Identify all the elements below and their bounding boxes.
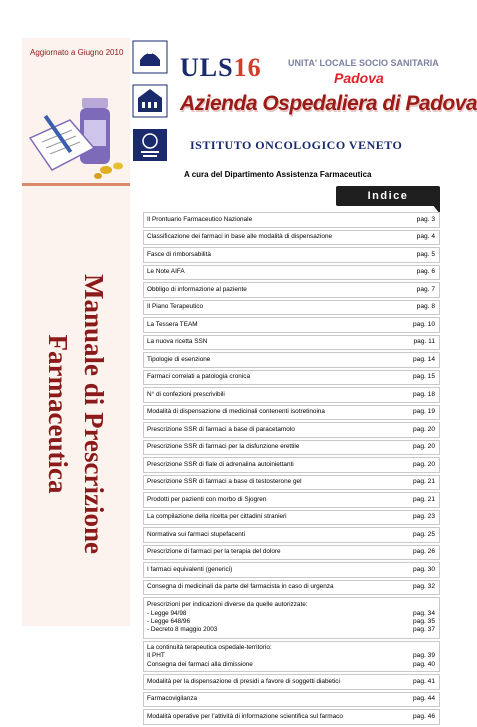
- toc-entry-page-line: pag. 7: [416, 285, 435, 293]
- toc-entry: [143, 405, 440, 421]
- toc-entry-title-line: Il PHT: [147, 652, 165, 660]
- toc-entry-page: [407, 583, 435, 591]
- document-title-line-2: Farmaceutica: [43, 334, 73, 494]
- toc-entry-page: [407, 268, 435, 276]
- toc-entry: [143, 387, 440, 403]
- toc-entry-title-line: Classificazione dei farmaci in base alle modalità di dispensazione: [147, 233, 333, 241]
- toc-entry: [143, 300, 440, 316]
- hospital-emblem-icon: [132, 84, 168, 118]
- toc-entry-page: [407, 251, 435, 259]
- toc-entry-page: [407, 426, 435, 434]
- toc-entry-page: [407, 496, 435, 504]
- toc-entry-title: [147, 356, 407, 364]
- toc-entry-title-line: La continuità terapeutica ospedale-territorio:: [147, 643, 272, 651]
- toc-entry: [143, 230, 440, 246]
- toc-entry-page: [407, 513, 435, 521]
- toc-entry: [143, 212, 440, 228]
- toc-entry-page: [407, 644, 435, 669]
- toc-entry-title: [147, 286, 407, 294]
- toc-entry-page-line: pag. 14: [413, 355, 435, 363]
- toc-entry-page: [407, 233, 435, 241]
- toc-entry-title-line: Obbligo di informazione al paziente: [147, 285, 247, 293]
- curated-by: A cura del Dipartimento Assistenza Farmaceutica: [184, 170, 372, 179]
- toc-entry-title-line: Prescrizione SSR di farmaci a base di paracetamolo: [147, 425, 295, 433]
- sidebar-divider: [22, 183, 130, 186]
- toc-entry-page: [407, 548, 435, 556]
- toc-entry-title-line: Consegna di medicinali da parte del farmacista in caso di urgenza: [147, 583, 334, 591]
- toc-entry-title: [147, 678, 407, 686]
- toc-entry-page-line: pag. 40: [413, 660, 435, 668]
- hospital-name: Azienda Ospedaliera di Padova: [180, 92, 477, 115]
- toc-entry-page-line: pag. 20: [413, 425, 435, 433]
- toc-entry-title-line: La Tessera TEAM: [147, 320, 198, 328]
- toc-entry-page: [407, 713, 435, 721]
- toc-entry-title-line: Farmaci correlati a patologia cronica: [147, 373, 251, 381]
- toc-entry-page-line: pag. 3: [416, 215, 435, 223]
- toc-entry-page-line: pag. 11: [413, 338, 435, 346]
- toc-entry-title: [147, 496, 407, 504]
- toc-entry-page: [407, 338, 435, 346]
- toc-entry-page-line: [407, 644, 435, 652]
- toc-entry-title: [147, 408, 407, 416]
- toc-entry-title-line: Farmacovigilanza: [147, 695, 198, 703]
- toc-entry-title: [147, 373, 407, 381]
- toc-entry: [143, 247, 440, 263]
- toc-entry-title-line: Consegna dei farmaci alla dimissione: [147, 660, 253, 668]
- toc-entry-title: [147, 531, 407, 539]
- toc-entry-title: [147, 233, 407, 241]
- toc-entry-title: [147, 566, 407, 574]
- uls-logo-number: 16: [233, 53, 262, 82]
- toc-entry-title-line: Prescrizione SSR di fiale di adrenalina autoiniettanti: [147, 460, 294, 468]
- toc-entry-title: [147, 601, 407, 635]
- toc-entry-title: [147, 338, 407, 346]
- toc-entry-page-line: pag. 34: [413, 609, 435, 617]
- toc-entry-page-line: pag. 10: [413, 320, 435, 328]
- toc-entry-page: [407, 695, 435, 703]
- toc-entry-page-line: pag. 6: [416, 268, 435, 276]
- uls16-emblem-icon: [132, 40, 168, 74]
- toc-entry-page-line: pag. 21: [413, 478, 435, 486]
- toc-entry: [143, 545, 440, 561]
- table-of-contents: [143, 212, 440, 727]
- toc-entry-page-line: pag. 8: [416, 303, 435, 311]
- padova-label: Padova: [334, 70, 384, 86]
- toc-entry: [143, 282, 440, 298]
- toc-entry-page: [407, 601, 435, 635]
- oncology-institute-emblem-icon: [132, 128, 168, 162]
- toc-entry-title-line: Prescrizione di farmaci per la terapia del dolore: [147, 548, 281, 556]
- toc-entry: [143, 457, 440, 473]
- document-title: [40, 214, 112, 614]
- toc-entry: [143, 440, 440, 456]
- toc-entry-page-line: pag. 26: [413, 548, 435, 556]
- update-date: Aggiornato a Giugno 2010: [30, 48, 124, 57]
- toc-entry-title-line: - Decreto 8 maggio 2003: [147, 626, 218, 634]
- toc-entry-page: [407, 566, 435, 574]
- toc-entry-title-line: La nuova ricetta SSN: [147, 338, 208, 346]
- toc-entry-title: [147, 391, 407, 399]
- toc-entry-page: [407, 391, 435, 399]
- toc-entry-page: [407, 356, 435, 364]
- toc-entry: [143, 335, 440, 351]
- toc-entry-title: [147, 251, 407, 259]
- toc-entry: [143, 562, 440, 578]
- toc-entry-title-line: Modalità operative per l'attività di informazione scientifica sul farmaco: [147, 712, 343, 720]
- toc-entry-page-line: pag. 5: [416, 250, 435, 258]
- toc-entry: [143, 674, 440, 690]
- toc-entry: [143, 641, 440, 672]
- toc-entry-title: [147, 478, 407, 486]
- toc-entry-title-line: I farmaci equivalenti (generici): [147, 565, 233, 573]
- toc-entry-title-line: Prescrizione SSR di farmaci a base di testosterone gel: [147, 478, 302, 486]
- toc-entry-title-line: Il Prontuario Farmaceutico Nazionale: [147, 215, 253, 223]
- toc-entry-page: [407, 461, 435, 469]
- toc-entry-title: [147, 426, 407, 434]
- toc-entry: [143, 317, 440, 333]
- toc-entry-page-line: pag. 30: [413, 565, 435, 573]
- toc-entry: [143, 352, 440, 368]
- toc-entry: [143, 580, 440, 596]
- uls-subtitle: UNITA' LOCALE SOCIO SANITARIA: [288, 58, 439, 68]
- toc-entry-page-line: pag. 19: [413, 408, 435, 416]
- toc-entry-title: [147, 321, 407, 329]
- document-title-line-1: Manuale di Prescrizione: [79, 274, 109, 554]
- toc-entry: [143, 475, 440, 491]
- toc-entry: [143, 370, 440, 386]
- toc-entry: [143, 709, 440, 725]
- toc-entry-page: [407, 678, 435, 686]
- toc-entry-title-line: Il Piano Terapeutico: [147, 303, 204, 311]
- institution-logos: [132, 40, 170, 172]
- toc-entry: [143, 492, 440, 508]
- toc-entry-title-line: - Legge 648/96: [147, 618, 190, 625]
- toc-entry-title-line: - Legge 94/98: [147, 609, 187, 617]
- toc-entry-title: [147, 513, 407, 521]
- toc-entry-title: [147, 303, 407, 311]
- toc-entry-page-line: pag. 46: [413, 712, 435, 720]
- uls-logo: [180, 53, 262, 83]
- toc-entry-page-line: pag. 35: [413, 618, 435, 625]
- toc-entry-page: [407, 321, 435, 329]
- toc-entry-title-line: La compilazione della ricetta per cittadini stranieri: [147, 513, 287, 521]
- toc-entry-title-line: Prescrizioni per indicazioni diverse da quelle autorizzate:: [147, 601, 308, 609]
- toc-entry-page: [407, 286, 435, 294]
- toc-entry-page-line: pag. 37: [413, 626, 435, 634]
- toc-entry-page-line: pag. 20: [413, 443, 435, 451]
- toc-entry: [143, 422, 440, 438]
- toc-entry-title-line: Modalità per la dispensazione di presidi a favore di soggetti diabetici: [147, 677, 340, 685]
- toc-entry-title-line: Normativa sui farmaci stupefacenti: [147, 530, 246, 538]
- toc-entry-page: [407, 373, 435, 381]
- toc-entry-page-line: pag. 41: [413, 677, 435, 685]
- toc-entry: [143, 692, 440, 708]
- toc-entry-title-line: Prescrizione SSR di farmaci per la disfunzione erettile: [147, 443, 300, 451]
- toc-entry-page-line: pag. 15: [413, 373, 435, 381]
- toc-entry-title: [147, 713, 407, 721]
- toc-entry-page-line: pag. 44: [413, 695, 435, 703]
- toc-entry-title: [147, 695, 407, 703]
- toc-entry-page-line: pag. 25: [413, 530, 435, 538]
- toc-entry: [143, 265, 440, 281]
- institute-name: ISTITUTO ONCOLOGICO VENETO: [190, 138, 403, 152]
- uls-logo-prefix: ULS: [180, 53, 234, 82]
- toc-entry-page: [407, 478, 435, 486]
- index-heading: Indice: [336, 186, 440, 206]
- toc-entry-page-line: pag. 20: [413, 460, 435, 468]
- toc-entry-title: [147, 268, 407, 276]
- toc-entry-title: [147, 216, 407, 224]
- toc-entry-title-line: N° di confezioni prescrivibili: [147, 390, 225, 398]
- toc-entry-title: [147, 583, 407, 591]
- toc-entry-page-line: pag. 4: [416, 233, 435, 241]
- toc-entry-page-line: pag. 21: [413, 495, 435, 503]
- toc-entry-title: [147, 644, 407, 669]
- toc-entry-page: [407, 531, 435, 539]
- toc-entry-title-line: Tipologie di esenzione: [147, 355, 211, 363]
- toc-entry-page: [407, 303, 435, 311]
- toc-entry-title: [147, 443, 407, 451]
- toc-entry-page-line: [407, 601, 435, 609]
- toc-entry-page-line: pag. 32: [413, 583, 435, 591]
- pharmacy-illustration-icon: [22, 90, 130, 180]
- toc-entry-title-line: Prodotti per pazienti con morbo di Sjogren: [147, 495, 267, 503]
- toc-entry-title: [147, 461, 407, 469]
- toc-entry: [143, 597, 440, 639]
- toc-entry-title-line: Modalità di dispensazione di medicinali contenenti isotretinoina: [147, 408, 325, 416]
- toc-entry-page: [407, 216, 435, 224]
- toc-entry-title-line: Fasce di rimborsabilità: [147, 250, 211, 258]
- toc-entry: [143, 510, 440, 526]
- toc-entry-page-line: pag. 23: [413, 513, 435, 521]
- toc-entry-page-line: pag. 18: [413, 390, 435, 398]
- toc-entry-title-line: Le Note AIFA: [147, 268, 185, 276]
- toc-entry-page: [407, 443, 435, 451]
- toc-entry-page-line: pag. 39: [413, 652, 435, 660]
- toc-entry: [143, 527, 440, 543]
- toc-entry-page: [407, 408, 435, 416]
- toc-entry-title: [147, 548, 407, 556]
